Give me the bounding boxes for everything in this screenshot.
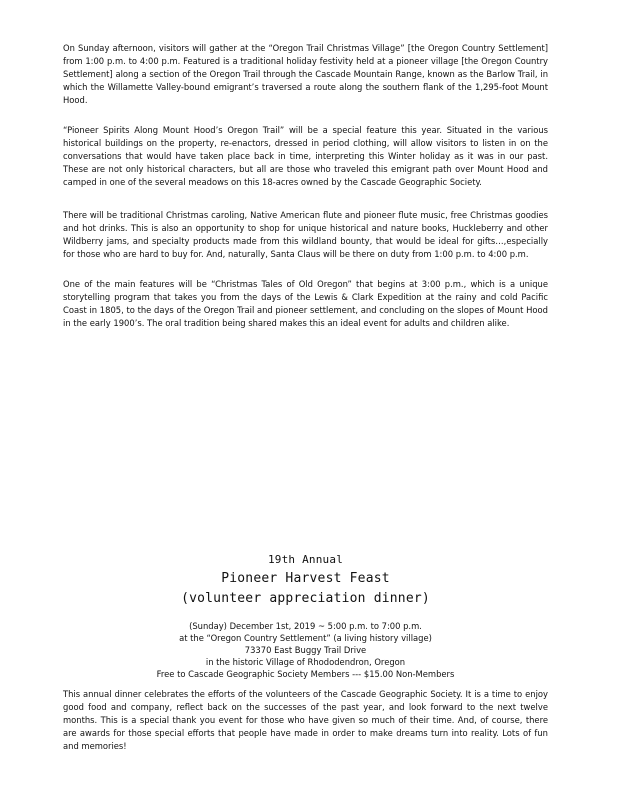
paragraph-pioneer-spirits: “Pioneer Spirits Along Mount Hood’s Oregon Trail” will be a special feature this year. Situated in the various historical buildings on the property, re-enactors, dressed in period clothing, will allow visitors to listen in on the conversations that would have taken place back in time, interpreting this Winter holiday as it was in our past. These are not only historical characters, but all are those who traveled this emigrant path over Mount Hood and camped in one of the several meadows on this 18-acres owned by the Cascade Geographic Society.: [63, 125, 548, 187]
paragraph-caroling-and-shopping: There will be traditional Christmas caroling, Native American flute and pioneer flute music, free Christmas goodies and hot drinks. This is also an opportunity to shop for unique historical and nature books, Huckleberry and other Wildberry jams, and specialty products made from this wildland bounty, that would be ideal for gifts…,especially for those who are hard to buy for. And, naturally, Santa Claus will be there on duty from 1:00 p.m. to 4:00 p.m.: [63, 210, 548, 259]
paragraph-christmas-tales: One of the main features will be “Christmas Tales of Old Oregon” that begins at 3:00 p.m., which is a unique storytelling program that takes you from the days of the Lewis & Clark Expedition at the rainy and cold Pacific Coast in 1805, to the days of the Oregon Trail and pioneer settlement, and concluding on the slopes of Mount Hood in the early 1900’s. The oral tradition being shared makes this an ideal event for adults and children alike.: [63, 279, 548, 328]
event-address: 73370 East Buggy Trail Drive: [244, 645, 367, 655]
event-details: [63, 620, 548, 680]
paragraph-christmas-village: On Sunday afternoon, visitors will gather at the “Oregon Trail Christmas Village” [the Oregon Country Settlement] from 1:00 p.m. to 4:00 p.m. Featured is a traditional holiday festivity held at a pioneer village [the Oregon Country Settlement] along a section of the Oregon Trail through the Cascade Mountain Range, known as the Barlow Trail, in which the Willamette Valley-bound emigrant’s traversed a route along the southern flank of the 1,295-foot Mount Hood.: [63, 43, 548, 105]
event-location: in the historic Village of Rhododendron, Oregon: [205, 657, 406, 667]
event-heading-anniversary: 19th Annual: [267, 553, 344, 566]
event-price: Free to Cascade Geographic Society Members --- $15.00 Non-Members: [156, 669, 455, 679]
event-heading-subtitle: (volunteer appreciation dinner): [181, 591, 430, 606]
paragraph-annual-dinner: This annual dinner celebrates the efforts of the volunteers of the Cascade Geographic Society. It is a time to enjoy good food and company, reflect back on the successes of the past year, and look forward to the next twelve months. This is a special thank you event for those who have given so much of their time. And, of course, there are awards for those special efforts that people have made in order to make dreams turn into reality. Lots of fun and memories!: [63, 689, 548, 751]
event-heading-title: Pioneer Harvest Feast: [221, 571, 390, 586]
document-page: [63, 0, 548, 800]
event-venue: at the “Oregon Country Settlement” (a living history village): [179, 633, 432, 643]
event-date: (Sunday) December 1st, 2019 ~ 5:00 p.m. to 7:00 p.m.: [189, 621, 422, 631]
